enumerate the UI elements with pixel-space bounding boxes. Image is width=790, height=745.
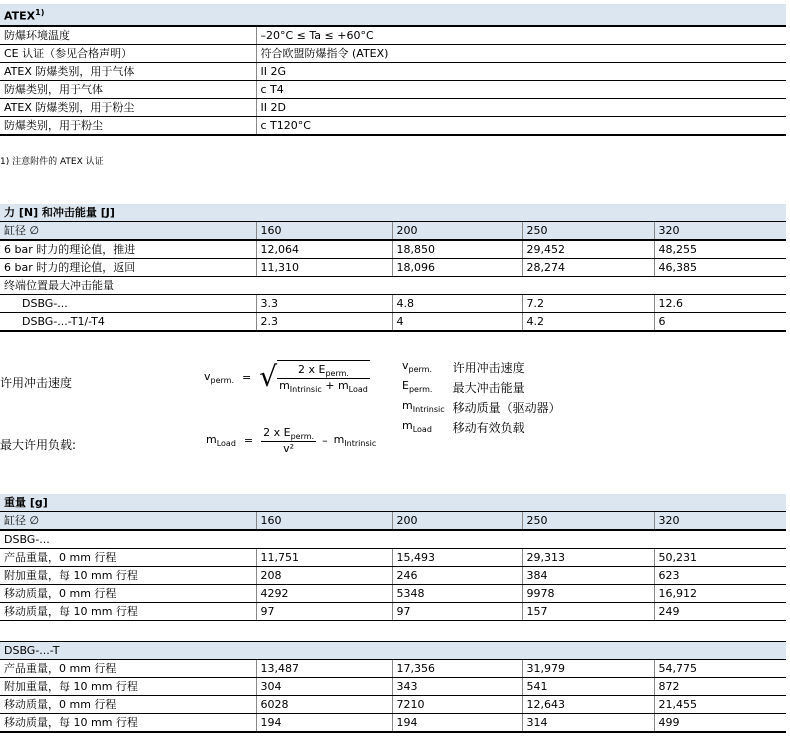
weight-table bbox=[0, 494, 786, 733]
table-row: 移动质量，0 mm 行程 4292 5348 9978 16,912 bbox=[0, 585, 786, 603]
group-row: DSBG-...-T bbox=[0, 642, 786, 660]
table-row: 移动质量，每 10 mm 行程 194 194 314 499 bbox=[0, 714, 786, 733]
speed-formula: $v_{perm.}$ = √ $\frac{2 x E_{perm.}}{m_{Intrinsic} + m_{Load}}$ bbox=[204, 360, 368, 394]
atex-title: ATEX$^{1)}$ bbox=[0, 4, 786, 26]
atex-table bbox=[0, 4, 786, 136]
group-row: DSBG-... bbox=[0, 530, 786, 549]
weight-title: 重量 [g] bbox=[0, 494, 786, 512]
table-row: 附加重量，每 10 mm 行程 208 246 384 623 bbox=[0, 567, 786, 585]
table-row: 防爆环境温度 –20°C ≤ Ta ≤ +60°C bbox=[0, 26, 786, 45]
atex-footnote: 1) 注意附件的 ATEX 认证 bbox=[0, 157, 104, 167]
load-label: 最大许用负载: bbox=[0, 438, 77, 452]
table-row: 产品重量，0 mm 行程 13,487 17,356 31,979 54,775 bbox=[0, 660, 786, 678]
table-row: ATEX 防爆类别，用于粉尘 II 2D bbox=[0, 98, 786, 116]
table-row: CE 认证（参见合格声明） 符合欧盟防爆指令 (ATEX) bbox=[0, 44, 786, 62]
table-header: 缸径 ∅ 160 200 250 320 bbox=[0, 512, 786, 531]
force-table bbox=[0, 204, 786, 332]
table-row: 移动质量，0 mm 行程 6028 7210 12,643 21,455 bbox=[0, 696, 786, 714]
table-row: 附加重量，每 10 mm 行程 304 343 541 872 bbox=[0, 678, 786, 696]
table-row: 防爆类别，用于粉尘 c T120°C bbox=[0, 116, 786, 135]
table-row: DSBG-...-T1/-T4 2.3 4 4.2 6 bbox=[0, 313, 786, 332]
section-row: 终端位置最大冲击能量 bbox=[0, 277, 786, 295]
force-title: 力 [N] 和冲击能量 [J] bbox=[0, 204, 786, 222]
speed-label: 许用冲击速度 bbox=[0, 376, 73, 390]
table-row: 6 bar 时力的理论值，推进 12,064 18,850 29,452 48,255 bbox=[0, 240, 786, 259]
table-row: DSBG-... 3.3 4.8 7.2 12.6 bbox=[0, 295, 786, 313]
table-row: 6 bar 时力的理论值，返回 11,310 18,096 28,274 46,385 bbox=[0, 259, 786, 277]
table-header: 缸径 ∅ 160 200 250 320 bbox=[0, 222, 786, 241]
table-row: 产品重量，0 mm 行程 11,751 15,493 29,313 50,231 bbox=[0, 549, 786, 567]
spacer-row bbox=[0, 621, 786, 642]
load-formula: $m_{Load}$ = $\frac{2 x E_{perm.}}{\text{v²}}$ – $m_{Intrinsic}$ bbox=[206, 426, 377, 455]
table-row: ATEX 防爆类别，用于气体 II 2G bbox=[0, 62, 786, 80]
table-row: 移动质量，每 10 mm 行程 97 97 157 249 bbox=[0, 603, 786, 621]
table-row: 防爆类别，用于气体 c T4 bbox=[0, 80, 786, 98]
sqrt-symbol: √ bbox=[259, 360, 278, 393]
formula-legend: $v_{perm.}$ 许用冲击速度 $E_{perm.}$ 最大冲击能量 $m_{Intrinsic}$ 移动质量（驱动器） $m_{Load}$ 移动有效负载 bbox=[402, 359, 561, 435]
